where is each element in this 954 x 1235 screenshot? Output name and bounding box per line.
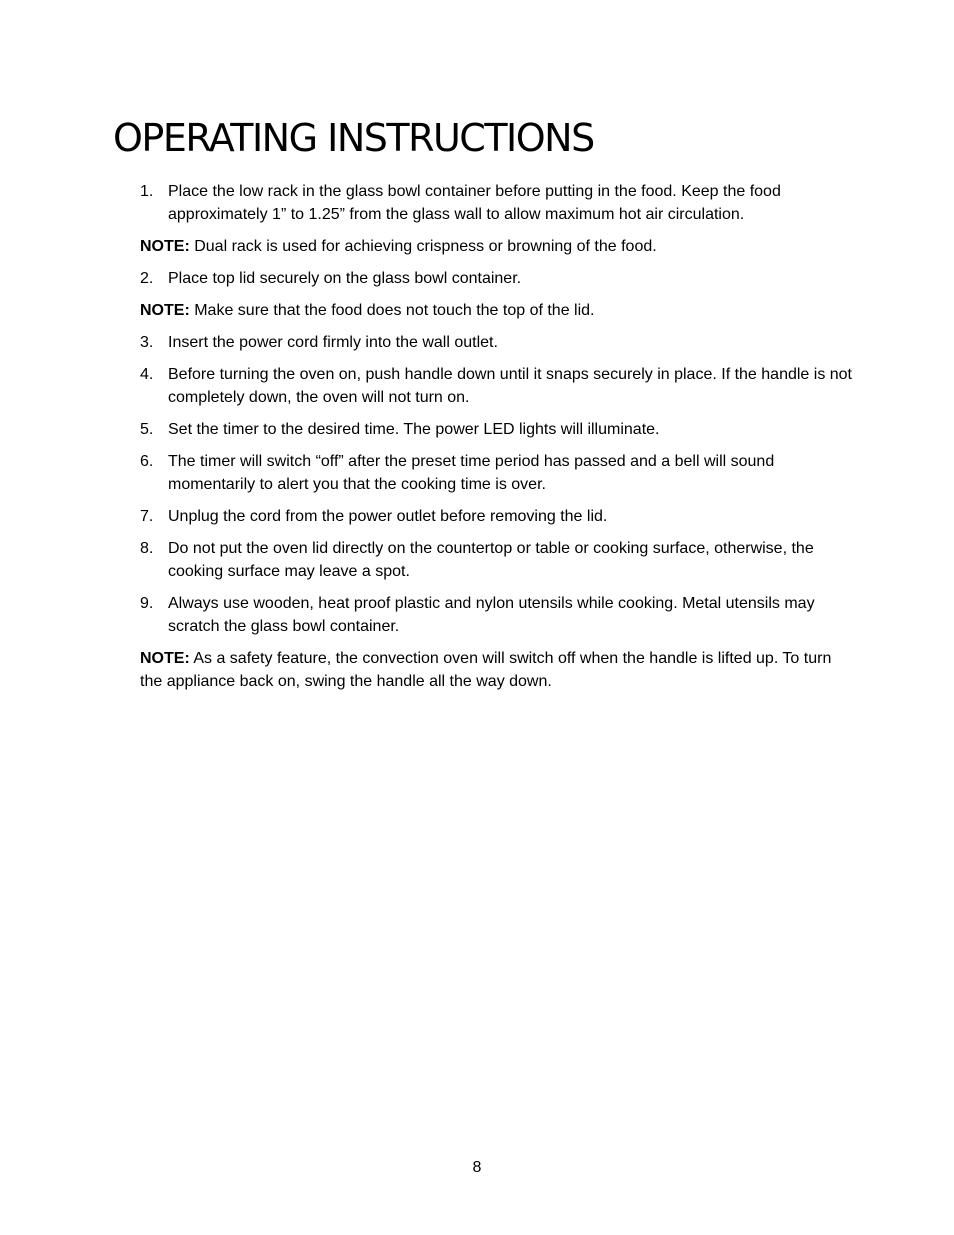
note-safety-feature	[140, 647, 854, 693]
note-text: Dual rack is used for achieving crispness or browning of the food.	[189, 238, 657, 255]
instruction-step-3	[140, 331, 854, 354]
note-lid-contact	[140, 299, 854, 322]
page-number: 8	[472, 1159, 482, 1176]
step-number: 1.	[140, 183, 154, 200]
step-text: Set the timer to the desired time. The power LED lights will illuminate.	[168, 421, 660, 438]
step-number: 8.	[140, 540, 154, 557]
instruction-step-1	[140, 180, 854, 226]
step-text: Place top lid securely on the glass bowl container.	[168, 270, 522, 287]
instruction-step-9	[140, 592, 854, 638]
step-number: 7.	[140, 508, 154, 525]
note-label: NOTE:	[140, 302, 190, 319]
note-text: Make sure that the food does not touch the top of the lid.	[189, 302, 595, 319]
step-text: Unplug the cord from the power outlet before removing the lid.	[168, 508, 608, 525]
instruction-step-8	[140, 537, 854, 583]
instruction-step-4	[140, 363, 854, 409]
step-text: Before turning the oven on, push handle down until it snaps securely in place. If the handle is not completely down, the oven will not turn on.	[168, 366, 852, 406]
instruction-step-2	[140, 267, 854, 290]
instruction-step-7	[140, 505, 854, 528]
note-label: NOTE:	[140, 650, 190, 667]
step-number: 9.	[140, 595, 154, 612]
note-text: As a safety feature, the convection oven will switch off when the handle is lifted up. To turn the appliance back on, swing the handle all the way down.	[140, 650, 832, 690]
instruction-step-5	[140, 418, 854, 441]
step-number: 6.	[140, 453, 154, 470]
note-dual-rack	[140, 235, 854, 258]
page-title: OPERATING INSTRUCTIONS	[113, 116, 594, 160]
step-number: 5.	[140, 421, 154, 438]
instruction-step-6	[140, 450, 854, 496]
step-text: The timer will switch “off” after the preset time period has passed and a bell will sound momentarily to alert you that the cooking time is over.	[168, 453, 775, 493]
step-text: Do not put the oven lid directly on the countertop or table or cooking surface, otherwise, the cooking surface may leave a spot.	[168, 540, 814, 580]
step-number: 3.	[140, 334, 154, 351]
note-label: NOTE:	[140, 238, 190, 255]
step-number: 4.	[140, 366, 154, 383]
instructions-content	[140, 180, 854, 702]
step-text: Place the low rack in the glass bowl container before putting in the food. Keep the food approximately 1” to 1.25” from the glass wall to allow maximum hot air circulation.	[168, 183, 781, 223]
step-number: 2.	[140, 270, 154, 287]
step-text: Insert the power cord firmly into the wall outlet.	[168, 334, 498, 351]
step-text: Always use wooden, heat proof plastic and nylon utensils while cooking. Metal utensils may scratch the glass bowl container.	[168, 595, 815, 635]
